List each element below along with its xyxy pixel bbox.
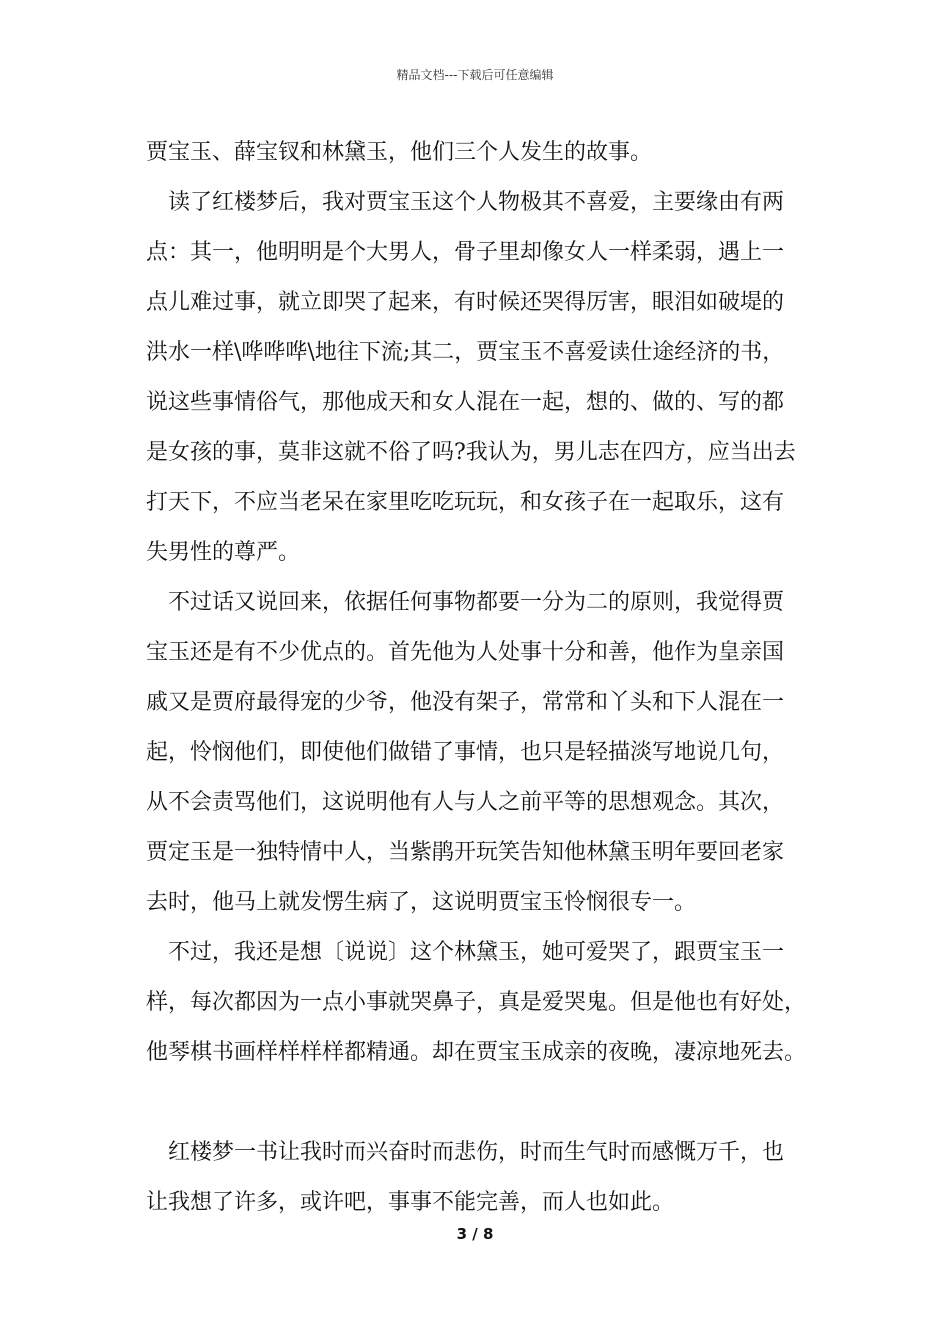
text-line: 失男性的尊严。: [146, 540, 301, 565]
text-line: 去时，他马上就发愣生病了，这说明贾宝玉怜悯很专一。: [146, 890, 697, 915]
text-line: 洪水一样\哗哗哗\地往下流;其二，贾宝玉不喜爱读仕途经济的书，: [146, 340, 785, 365]
text-line: 从不会责骂他们，这说明他有人与人之前平等的思想观念。其次，: [146, 790, 785, 815]
text-line: 让我想了许多，或许吧，事事不能完善，而人也如此。: [146, 1190, 675, 1215]
text-line: 起，怜悯他们，即使他们做错了事情，也只是轻描淡写地说几句，: [146, 740, 785, 765]
text-line: 是女孩的事，莫非这就不俗了吗?我认为，男儿志在四方，应当出去: [146, 440, 796, 465]
paragraph-start-line: 不过，我还是想〔说说〕这个林黛玉，她可爱哭了，跟贾宝玉一: [168, 940, 785, 965]
paragraph-start-line: 红楼梦一书让我时而兴奋时而悲伤，时而生气时而感慨万千，也: [168, 1140, 785, 1165]
document-body: [146, 128, 818, 1228]
page-header: 精品文档---下载后可任意编辑: [396, 68, 554, 82]
text-line: 样，每次都因为一点小事就哭鼻子，真是爱哭鬼。但是他也有好处，: [146, 990, 807, 1015]
page-number: 3 / 8: [456, 1225, 494, 1243]
text-line: 戚又是贾府最得宠的少爷，他没有架子，常常和丫头和下人混在一: [146, 690, 785, 715]
text-line: 打天下，不应当老呆在家里吃吃玩玩，和女孩子在一起取乐，这有: [146, 490, 785, 515]
text-line: 贾宝玉、薛宝钗和林黛玉，他们三个人发生的故事。: [146, 140, 653, 165]
text-line: 他琴棋书画样样样样都精通。却在贾宝玉成亲的夜晚，凄凉地死去。: [146, 1040, 807, 1065]
text-line: 宝玉还是有不少优点的。首先他为人处事十分和善，他作为皇亲国: [146, 640, 785, 665]
text-line: 说这些事情俗气，那他成天和女人混在一起，想的、做的、写的都: [146, 390, 785, 415]
text-line: 贾定玉是一独特情中人，当紫鹃开玩笑告知他林黛玉明年要回老家: [146, 840, 785, 865]
paragraph-start-line: 读了红楼梦后，我对贾宝玉这个人物极其不喜爱，主要缘由有两: [168, 190, 785, 215]
text-line: 点儿难过事，就立即哭了起来，有时候还哭得厉害，眼泪如破堤的: [146, 290, 785, 315]
text-line: 点：其一，他明明是个大男人，骨子里却像女人一样柔弱，遇上一: [146, 240, 785, 265]
paragraph-gap: [146, 1078, 818, 1128]
paragraph-start-line: 不过话又说回来，依据任何事物都要一分为二的原则，我觉得贾: [168, 590, 785, 615]
